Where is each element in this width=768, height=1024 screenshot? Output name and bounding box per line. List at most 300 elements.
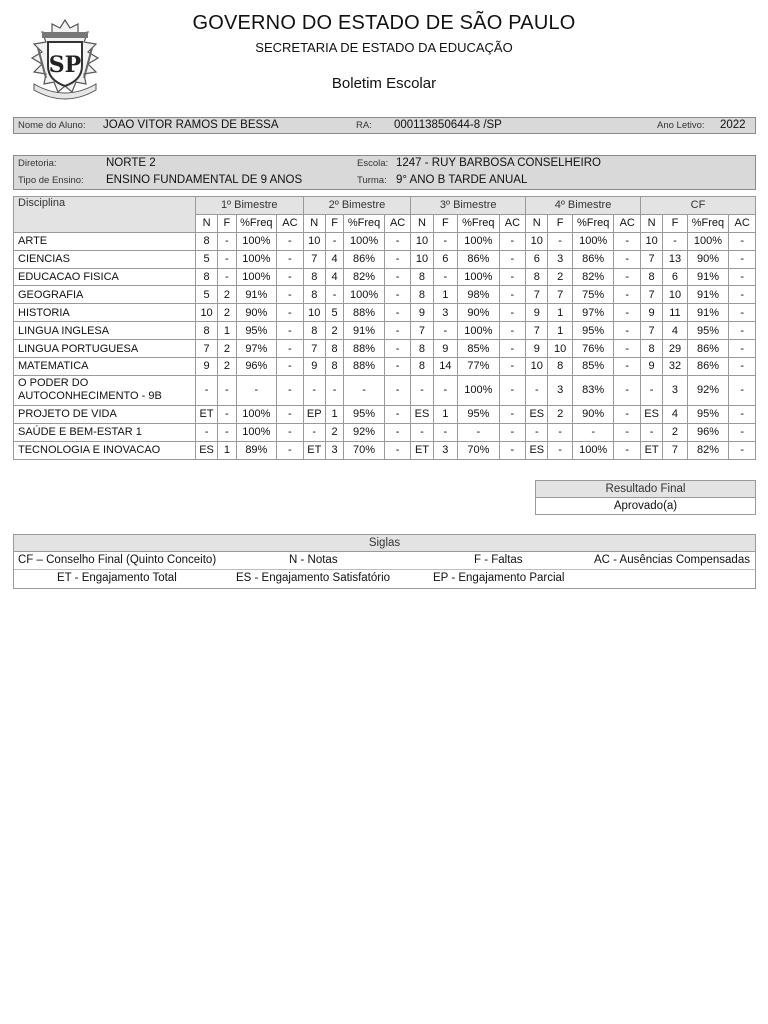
grade-cell: - [729, 375, 756, 405]
legend-row [14, 552, 755, 570]
grade-cell: - [729, 358, 756, 376]
grade-cell: - [572, 423, 614, 441]
grade-cell: 100% [344, 286, 385, 304]
grade-cell: 91% [344, 322, 385, 340]
grade-cell: EP [303, 405, 325, 423]
grade-cell: - [433, 268, 457, 286]
grade-cell: - [411, 423, 433, 441]
grade-cell: - [384, 358, 410, 376]
grades-body [14, 232, 756, 459]
grade-cell: 7 [548, 286, 572, 304]
table-row [14, 375, 756, 405]
grade-cell: - [526, 423, 548, 441]
legend-row [14, 570, 755, 588]
legend-f: F - Faltas [474, 554, 523, 566]
grade-cell: 98% [458, 286, 500, 304]
grade-cell: 1 [218, 441, 236, 459]
school-info-box [13, 155, 756, 190]
subject-cell: ARTE [14, 232, 196, 250]
grade-cell: 88% [344, 340, 385, 358]
grade-cell: ET [411, 441, 433, 459]
grade-cell: 100% [687, 232, 729, 250]
grade-cell: 95% [236, 322, 277, 340]
grade-cell: - [384, 423, 410, 441]
escola-label: Escola: [357, 158, 389, 169]
grade-cell: - [499, 304, 525, 322]
grade-cell: 90% [687, 250, 729, 268]
grade-cell: 86% [458, 250, 500, 268]
tipo-ensino-label: Tipo de Ensino: [18, 175, 84, 186]
grade-cell: - [277, 358, 303, 376]
grade-cell: 3 [548, 375, 572, 405]
group-header: 4º Bimestre [526, 197, 641, 215]
table-row [14, 441, 756, 459]
grade-cell: 2 [218, 358, 236, 376]
grade-cell: 2 [325, 423, 343, 441]
table-row [14, 268, 756, 286]
grade-cell: 10 [195, 304, 217, 322]
grade-cell: 76% [572, 340, 614, 358]
table-row [14, 304, 756, 322]
grade-cell: 100% [236, 423, 277, 441]
sub-header-cell: F [218, 214, 236, 232]
grade-cell: 9 [411, 304, 433, 322]
grade-cell: 14 [433, 358, 457, 376]
grade-cell: - [499, 441, 525, 459]
grade-cell: - [277, 340, 303, 358]
grade-cell: - [384, 268, 410, 286]
grade-cell: 85% [572, 358, 614, 376]
grade-cell: - [614, 441, 640, 459]
grade-cell: 6 [433, 250, 457, 268]
grade-cell: ES [411, 405, 433, 423]
grade-cell: - [499, 232, 525, 250]
school-year-value: 2022 [720, 119, 746, 131]
page-subtitle: SECRETARIA DE ESTADO DA EDUCAÇÃO [255, 40, 513, 55]
grade-cell: 11 [663, 304, 687, 322]
grade-cell: - [218, 405, 236, 423]
subject-cell: MATEMATICA [14, 358, 196, 376]
subject-cell: TECNOLOGIA E INOVACAO [14, 441, 196, 459]
grade-cell: 8 [325, 358, 343, 376]
grade-cell: - [548, 423, 572, 441]
grade-cell: ES [640, 405, 662, 423]
escola-value: 1247 - RUY BARBOSA CONSELHEIRO [396, 157, 601, 169]
grade-cell: 95% [344, 405, 385, 423]
subject-cell: CIENCIAS [14, 250, 196, 268]
sub-header-cell: %Freq [236, 214, 277, 232]
grade-cell: 2 [325, 322, 343, 340]
grade-cell: 90% [458, 304, 500, 322]
grade-cell: 5 [195, 250, 217, 268]
grade-cell: 10 [640, 232, 662, 250]
grade-cell: 8 [548, 358, 572, 376]
grades-table [13, 196, 756, 460]
grade-cell: 7 [303, 340, 325, 358]
table-row [14, 322, 756, 340]
final-result-value: Aprovado(a) [536, 498, 756, 515]
grade-cell: - [277, 268, 303, 286]
table-row [14, 286, 756, 304]
grade-cell: 2 [218, 286, 236, 304]
grade-cell: - [218, 232, 236, 250]
grade-cell: - [384, 286, 410, 304]
grade-cell: - [640, 375, 662, 405]
legend-es: ES - Engajamento Satisfatório [236, 572, 391, 584]
grade-cell: 91% [687, 268, 729, 286]
grade-cell: - [384, 405, 410, 423]
ra-value: 000113850644-8 /SP [394, 119, 502, 131]
grade-cell: 7 [640, 250, 662, 268]
grade-cell: 100% [344, 232, 385, 250]
subject-cell: SAÚDE E BEM-ESTAR 1 [14, 423, 196, 441]
grade-cell: 10 [548, 340, 572, 358]
grade-cell: 95% [687, 322, 729, 340]
sub-header-cell: N [195, 214, 217, 232]
student-name-label: Nome do Aluno: [18, 120, 86, 131]
grade-cell: - [729, 268, 756, 286]
grade-cell: 8 [303, 322, 325, 340]
grade-cell: 91% [687, 286, 729, 304]
table-row [14, 405, 756, 423]
grade-cell: 3 [548, 250, 572, 268]
grade-cell: 88% [344, 358, 385, 376]
grade-cell: 7 [663, 441, 687, 459]
grade-cell: 8 [303, 268, 325, 286]
grade-cell: - [384, 232, 410, 250]
grade-cell: - [499, 268, 525, 286]
grade-cell: 95% [687, 405, 729, 423]
grade-cell: - [729, 423, 756, 441]
grade-cell: 8 [195, 232, 217, 250]
grade-cell: - [614, 322, 640, 340]
grade-cell: 8 [411, 286, 433, 304]
grade-cell: 86% [687, 358, 729, 376]
grade-cell: - [458, 423, 500, 441]
grade-cell: 2 [548, 405, 572, 423]
sub-header-cell: %Freq [344, 214, 385, 232]
subject-cell: O PODER DO AUTOCONHECIMENTO - 9B [14, 375, 196, 405]
ra-label: RA: [356, 120, 372, 131]
grade-cell: - [499, 375, 525, 405]
tipo-ensino-value: ENSINO FUNDAMENTAL DE 9 ANOS [106, 174, 303, 186]
grade-cell: 1 [218, 322, 236, 340]
student-name: JOAO VITOR RAMOS DE BESSA [103, 119, 279, 131]
grade-cell: 9 [433, 340, 457, 358]
grade-cell: - [384, 441, 410, 459]
student-info-bar [13, 117, 756, 134]
legend-et: ET - Engajamento Total [57, 572, 177, 584]
grade-cell: - [303, 375, 325, 405]
grade-cell: 91% [236, 286, 277, 304]
grade-cell: - [499, 423, 525, 441]
grade-cell: 91% [687, 304, 729, 322]
grade-cell: - [499, 358, 525, 376]
grade-cell: 7 [526, 322, 548, 340]
grade-cell: - [614, 405, 640, 423]
grade-cell: 90% [236, 304, 277, 322]
sub-header-cell: F [433, 214, 457, 232]
grade-cell: - [729, 340, 756, 358]
grade-cell: 9 [303, 358, 325, 376]
grade-cell: - [729, 250, 756, 268]
grade-cell: 9 [640, 304, 662, 322]
grade-cell: - [195, 423, 217, 441]
svg-text:SP: SP [48, 52, 82, 78]
page-title: GOVERNO DO ESTADO DE SÃO PAULO [192, 12, 576, 34]
final-result-label: Resultado Final [536, 481, 756, 498]
grade-cell: 100% [236, 405, 277, 423]
grade-cell: 92% [344, 423, 385, 441]
legend-n: N - Notas [289, 554, 338, 566]
grade-cell: 8 [411, 358, 433, 376]
grade-cell: 10 [411, 232, 433, 250]
grade-cell: 5 [195, 286, 217, 304]
grade-cell: - [614, 375, 640, 405]
discipline-header: Disciplina [14, 197, 196, 233]
grade-cell: 1 [325, 405, 343, 423]
grade-cell: 82% [687, 441, 729, 459]
grade-cell: - [499, 405, 525, 423]
grade-cell: 82% [572, 268, 614, 286]
grade-cell: 95% [572, 322, 614, 340]
grade-cell: - [384, 322, 410, 340]
grade-cell: - [729, 232, 756, 250]
grade-cell: 8 [325, 340, 343, 358]
grade-cell: - [614, 286, 640, 304]
final-result-table [535, 480, 756, 515]
grade-cell: 96% [236, 358, 277, 376]
grade-cell: 86% [687, 340, 729, 358]
grade-cell: 100% [458, 268, 500, 286]
document-header [0, 0, 768, 110]
legend-ac: AC - Ausências Compensadas [594, 554, 750, 566]
grade-cell: 32 [663, 358, 687, 376]
grade-cell: 7 [640, 322, 662, 340]
grade-cell: 88% [344, 304, 385, 322]
table-row [14, 358, 756, 376]
grade-cell: 86% [572, 250, 614, 268]
grade-cell: 8 [195, 322, 217, 340]
grade-cell: - [277, 232, 303, 250]
grade-cell: - [277, 286, 303, 304]
grade-cell: - [303, 423, 325, 441]
grade-cell: 1 [433, 405, 457, 423]
grade-cell: 4 [663, 405, 687, 423]
grade-cell: 100% [236, 250, 277, 268]
grade-cell: 89% [236, 441, 277, 459]
grade-cell: 70% [344, 441, 385, 459]
grade-cell: - [499, 250, 525, 268]
grade-cell: 75% [572, 286, 614, 304]
legend-cf: CF – Conselho Final (Quinto Conceito) [18, 554, 217, 566]
grade-cell: - [277, 250, 303, 268]
grade-cell: 3 [433, 304, 457, 322]
grade-cell: - [277, 405, 303, 423]
subject-cell: LINGUA PORTUGUESA [14, 340, 196, 358]
grade-cell: 86% [344, 250, 385, 268]
grades-group-header-row [14, 197, 756, 215]
sub-header-cell: N [526, 214, 548, 232]
grade-cell: 100% [236, 232, 277, 250]
grade-cell: - [411, 375, 433, 405]
grade-cell: - [433, 232, 457, 250]
turma-label: Turma: [357, 175, 387, 186]
grade-cell: 4 [663, 322, 687, 340]
grade-cell: 13 [663, 250, 687, 268]
group-header: 2º Bimestre [303, 197, 411, 215]
grade-cell: 95% [458, 405, 500, 423]
grade-cell: 10 [526, 232, 548, 250]
grade-cell: - [218, 250, 236, 268]
group-header: CF [640, 197, 755, 215]
grade-cell: 92% [687, 375, 729, 405]
grade-cell: - [384, 250, 410, 268]
table-row [14, 340, 756, 358]
grade-cell: 2 [663, 423, 687, 441]
grade-cell: 70% [458, 441, 500, 459]
subject-cell: GEOGRAFIA [14, 286, 196, 304]
grade-cell: 2 [218, 340, 236, 358]
grade-cell: 8 [526, 268, 548, 286]
legend-box [13, 534, 756, 589]
grade-cell: 8 [411, 268, 433, 286]
sub-header-cell: AC [499, 214, 525, 232]
grade-cell: 3 [663, 375, 687, 405]
grade-cell: - [548, 232, 572, 250]
subject-cell: HISTORIA [14, 304, 196, 322]
grade-cell: 7 [411, 322, 433, 340]
subject-cell: LINGUA INGLESA [14, 322, 196, 340]
grade-cell: 2 [218, 304, 236, 322]
grade-cell: 82% [344, 268, 385, 286]
grade-cell: - [729, 304, 756, 322]
table-row [14, 232, 756, 250]
grade-cell: - [325, 232, 343, 250]
sub-header-cell: %Freq [572, 214, 614, 232]
grade-cell: - [433, 423, 457, 441]
grade-cell: - [640, 423, 662, 441]
grade-cell: - [614, 250, 640, 268]
legend-ep: EP - Engajamento Parcial [433, 572, 565, 584]
grade-cell: 9 [195, 358, 217, 376]
sub-header-cell: AC [614, 214, 640, 232]
grade-cell: 83% [572, 375, 614, 405]
grade-cell: - [433, 322, 457, 340]
sub-header-cell: AC [277, 214, 303, 232]
grade-cell: 7 [195, 340, 217, 358]
grade-cell: ES [526, 405, 548, 423]
grade-cell: - [277, 441, 303, 459]
sub-header-cell: AC [729, 214, 756, 232]
sub-header-cell: %Freq [458, 214, 500, 232]
grade-cell: - [729, 322, 756, 340]
grade-cell: 10 [663, 286, 687, 304]
grade-cell: - [277, 304, 303, 322]
grade-cell: 8 [303, 286, 325, 304]
grade-cell: - [325, 286, 343, 304]
grade-cell: 77% [458, 358, 500, 376]
grade-cell: 1 [548, 322, 572, 340]
grade-cell: - [344, 375, 385, 405]
grade-cell: 100% [458, 232, 500, 250]
grade-cell: ES [195, 441, 217, 459]
grade-cell: - [614, 268, 640, 286]
subject-cell: EDUCACAO FISICA [14, 268, 196, 286]
group-header: 1º Bimestre [195, 197, 303, 215]
grade-cell: - [526, 375, 548, 405]
grade-cell: 90% [572, 405, 614, 423]
grade-cell: - [277, 322, 303, 340]
grade-cell: 7 [640, 286, 662, 304]
grade-cell: - [729, 405, 756, 423]
grade-cell: - [384, 304, 410, 322]
grade-cell: 8 [195, 268, 217, 286]
document-title: Boletim Escolar [331, 75, 437, 92]
grade-cell: 97% [236, 340, 277, 358]
grade-cell: 97% [572, 304, 614, 322]
grade-cell: - [195, 375, 217, 405]
grade-cell: 7 [303, 250, 325, 268]
grade-cell: 5 [325, 304, 343, 322]
table-row [14, 250, 756, 268]
grade-cell: - [384, 340, 410, 358]
grade-cell: - [729, 286, 756, 304]
grade-cell: - [499, 286, 525, 304]
grade-cell: - [614, 423, 640, 441]
grade-cell: 4 [325, 250, 343, 268]
grade-cell: 100% [458, 375, 500, 405]
grade-cell: - [218, 375, 236, 405]
diretoria-value: NORTE 2 [106, 157, 156, 169]
grade-cell: ES [526, 441, 548, 459]
sub-header-cell: N [303, 214, 325, 232]
grade-cell: 9 [526, 340, 548, 358]
grade-cell: 9 [640, 358, 662, 376]
grade-cell: - [499, 340, 525, 358]
grade-cell: 9 [526, 304, 548, 322]
subject-cell: PROJETO DE VIDA [14, 405, 196, 423]
grade-cell: - [548, 441, 572, 459]
grade-cell: 100% [572, 232, 614, 250]
grade-cell: - [325, 375, 343, 405]
sub-header-cell: F [548, 214, 572, 232]
grade-cell: 100% [458, 322, 500, 340]
grade-cell: 100% [236, 268, 277, 286]
grade-cell: 29 [663, 340, 687, 358]
grade-cell: 10 [526, 358, 548, 376]
grade-cell: 8 [640, 268, 662, 286]
legend-title: Siglas [14, 535, 755, 552]
grade-cell: 3 [433, 441, 457, 459]
sub-header-cell: AC [384, 214, 410, 232]
grade-cell: - [277, 423, 303, 441]
grade-cell: 6 [526, 250, 548, 268]
grade-cell: - [218, 268, 236, 286]
grade-cell: 100% [572, 441, 614, 459]
table-row [14, 423, 756, 441]
school-year-label: Ano Letivo: [657, 120, 705, 131]
sub-header-cell: N [640, 214, 662, 232]
group-header: 3º Bimestre [411, 197, 526, 215]
grade-cell: 10 [303, 304, 325, 322]
grade-cell: - [277, 375, 303, 405]
grade-cell: ET [640, 441, 662, 459]
grade-cell: 8 [640, 340, 662, 358]
sub-header-cell: %Freq [687, 214, 729, 232]
grade-cell: 1 [548, 304, 572, 322]
sub-header-cell: F [325, 214, 343, 232]
